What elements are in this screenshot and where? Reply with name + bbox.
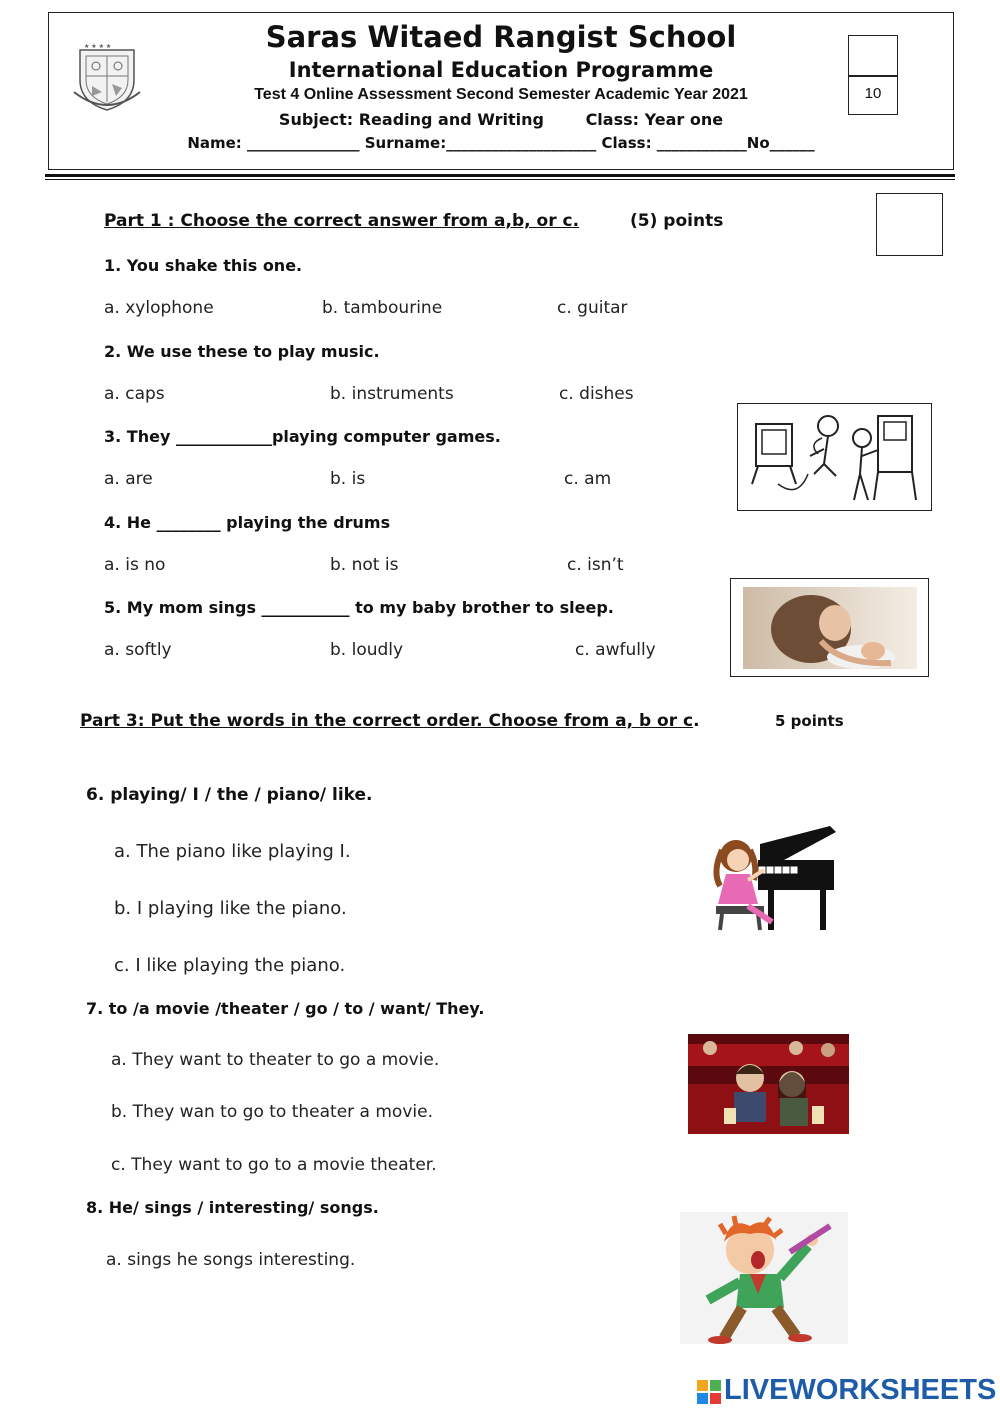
svg-text:★ ★ ★ ★: ★ ★ ★ ★: [84, 43, 112, 50]
q8-option-a[interactable]: a. sings he songs interesting.: [106, 1250, 356, 1270]
q5-option-c[interactable]: c. awfully: [575, 640, 656, 660]
part1-title: Part 1 : Choose the correct answer from a,b, or c.: [104, 211, 580, 231]
q1-option-b[interactable]: b. tambourine: [322, 298, 443, 318]
boy-singing-icon: [680, 1212, 848, 1344]
question-1: 1. You shake this one.: [104, 256, 303, 275]
header-rule-thick: [45, 174, 955, 177]
q6-option-b[interactable]: b. I playing like the piano.: [114, 898, 347, 919]
class-year-label: Class: Year one: [585, 110, 724, 129]
part3-title: Part 3: Put the words in the correct order. Choose from a, b or c.: [80, 711, 700, 731]
q7-option-a[interactable]: a. They want to theater to go a movie.: [111, 1050, 440, 1070]
q4-option-b[interactable]: b. not is: [330, 555, 399, 575]
computer-games-image: [737, 403, 932, 511]
question-6: 6. playing/ I / the / piano/ like.: [86, 785, 373, 805]
score-value: 10: [864, 85, 882, 102]
mother-baby-icon: [731, 579, 927, 675]
q7-option-b[interactable]: b. They wan to go to theater a movie.: [111, 1102, 433, 1122]
movie-theater-icon: [688, 1034, 849, 1134]
q3-option-b[interactable]: b. is: [330, 469, 366, 489]
programme-title: International Education Programme: [288, 58, 714, 82]
mother-baby-image: [730, 578, 929, 677]
part3-points: 5 points: [775, 712, 844, 730]
q5-option-a[interactable]: a. softly: [104, 640, 172, 660]
test-title: Test 4 Online Assessment Second Semester Academic Year 2021: [254, 86, 748, 103]
question-2: 2. We use these to play music.: [104, 342, 380, 361]
q3-option-a[interactable]: a. are: [104, 469, 153, 489]
school-name: Saras Witaed Rangist School: [265, 20, 737, 54]
liveworksheets-logo-icon: [697, 1380, 721, 1404]
q3-option-c[interactable]: c. am: [564, 469, 612, 489]
q5-option-b[interactable]: b. loudly: [330, 640, 404, 660]
question-7: 7. to /a movie /theater / go / to / want/ They.: [86, 999, 485, 1018]
q2-option-a[interactable]: a. caps: [104, 384, 165, 404]
header-rule-thin: [45, 179, 955, 180]
q2-option-c[interactable]: c. dishes: [559, 384, 634, 404]
kids-computer-games-icon: [738, 404, 930, 509]
liveworksheets-brand[interactable]: LIVEWORKSHEETS: [724, 1374, 997, 1406]
q7-option-c[interactable]: c. They want to go to a movie theater.: [111, 1155, 437, 1175]
q6-option-c[interactable]: c. I like playing the piano.: [114, 955, 346, 976]
part1-points: (5) points: [630, 211, 724, 231]
question-4: 4. He ________ playing the drums: [104, 513, 391, 532]
q1-option-c[interactable]: c. guitar: [557, 298, 628, 318]
question-8: 8. He/ sings / interesting/ songs.: [86, 1198, 379, 1217]
q4-option-c[interactable]: c. isn’t: [567, 555, 624, 575]
girl-piano-icon: [708, 822, 840, 934]
q1-option-a[interactable]: a. xylophone: [104, 298, 214, 318]
score-divider: [848, 75, 898, 77]
q2-option-b[interactable]: b. instruments: [330, 384, 454, 404]
question-5: 5. My mom sings ___________ to my baby brother to sleep.: [104, 598, 614, 617]
subject-label: Subject: Reading and Writing: [278, 110, 544, 129]
name-fields-line[interactable]: Name: _______________ Surname:____________________ Class: ____________No______: [187, 134, 815, 152]
q6-option-a[interactable]: a. The piano like playing I.: [114, 841, 351, 862]
q4-option-a[interactable]: a. is no: [104, 555, 166, 575]
part1-points-box[interactable]: [876, 193, 943, 256]
question-3: 3. They ____________playing computer games.: [104, 427, 501, 446]
subject-line: [48, 110, 954, 129]
